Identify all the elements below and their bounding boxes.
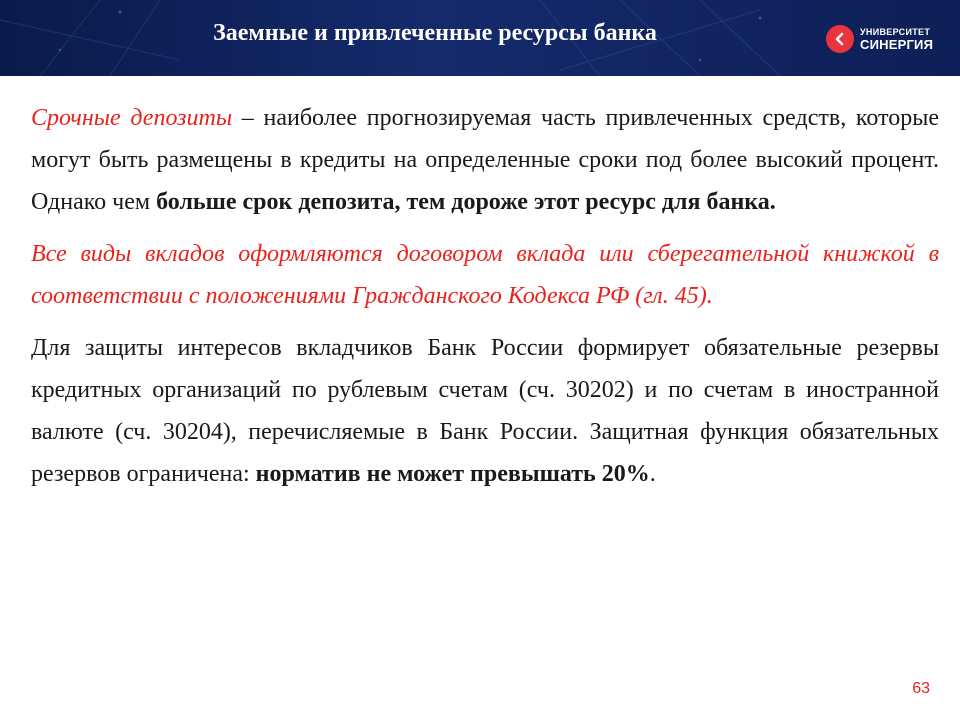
page-number: 63	[912, 680, 930, 697]
paragraph-contracts: Все виды вкладов оформляются договором вклада или сберегательной книжкой в соответствии с положениями Гражданского Кодекса РФ (гл. 45).	[31, 241, 939, 309]
paragraph-deposits-text: – наиболее прогнозируемая часть привлеченных средств, которые могут быть размещены в кредиты на определенные сроки под более высокий процент. Однако чем	[31, 105, 939, 215]
synergy-logo	[826, 22, 933, 56]
slide-title: Заемные и привлеченные ресурсы банка	[213, 20, 657, 46]
slide-body	[31, 97, 939, 495]
paragraph-deposits	[31, 97, 939, 223]
logo-university-label: УНИВЕРСИТЕТ	[860, 26, 931, 37]
synergy-logo-icon	[826, 25, 854, 53]
paragraph-reserves-bold: норматив не может превышать 20%	[255, 461, 650, 487]
header-banner	[0, 0, 960, 76]
term-time-deposits: Срочные депозиты	[31, 105, 233, 131]
paragraph-deposits-bold: больше срок депозита, тем дороже этот ресурс для банка.	[156, 189, 776, 215]
paragraph-reserves-text: Для защиты интересов вкладчиков Банк России формирует обязательные резервы кредитных организаций по рублевым счетам (сч. 30202) и по счетам в иностранной валюте (сч. 30204), перечисляемые в Банк России. Защитная функция обязательных резервов ограничена:	[31, 335, 939, 487]
paragraph-reserves	[31, 327, 939, 495]
paragraph-reserves-end: .	[649, 461, 656, 487]
logo-synergy-label: СИНЕРГИЯ	[860, 36, 934, 52]
